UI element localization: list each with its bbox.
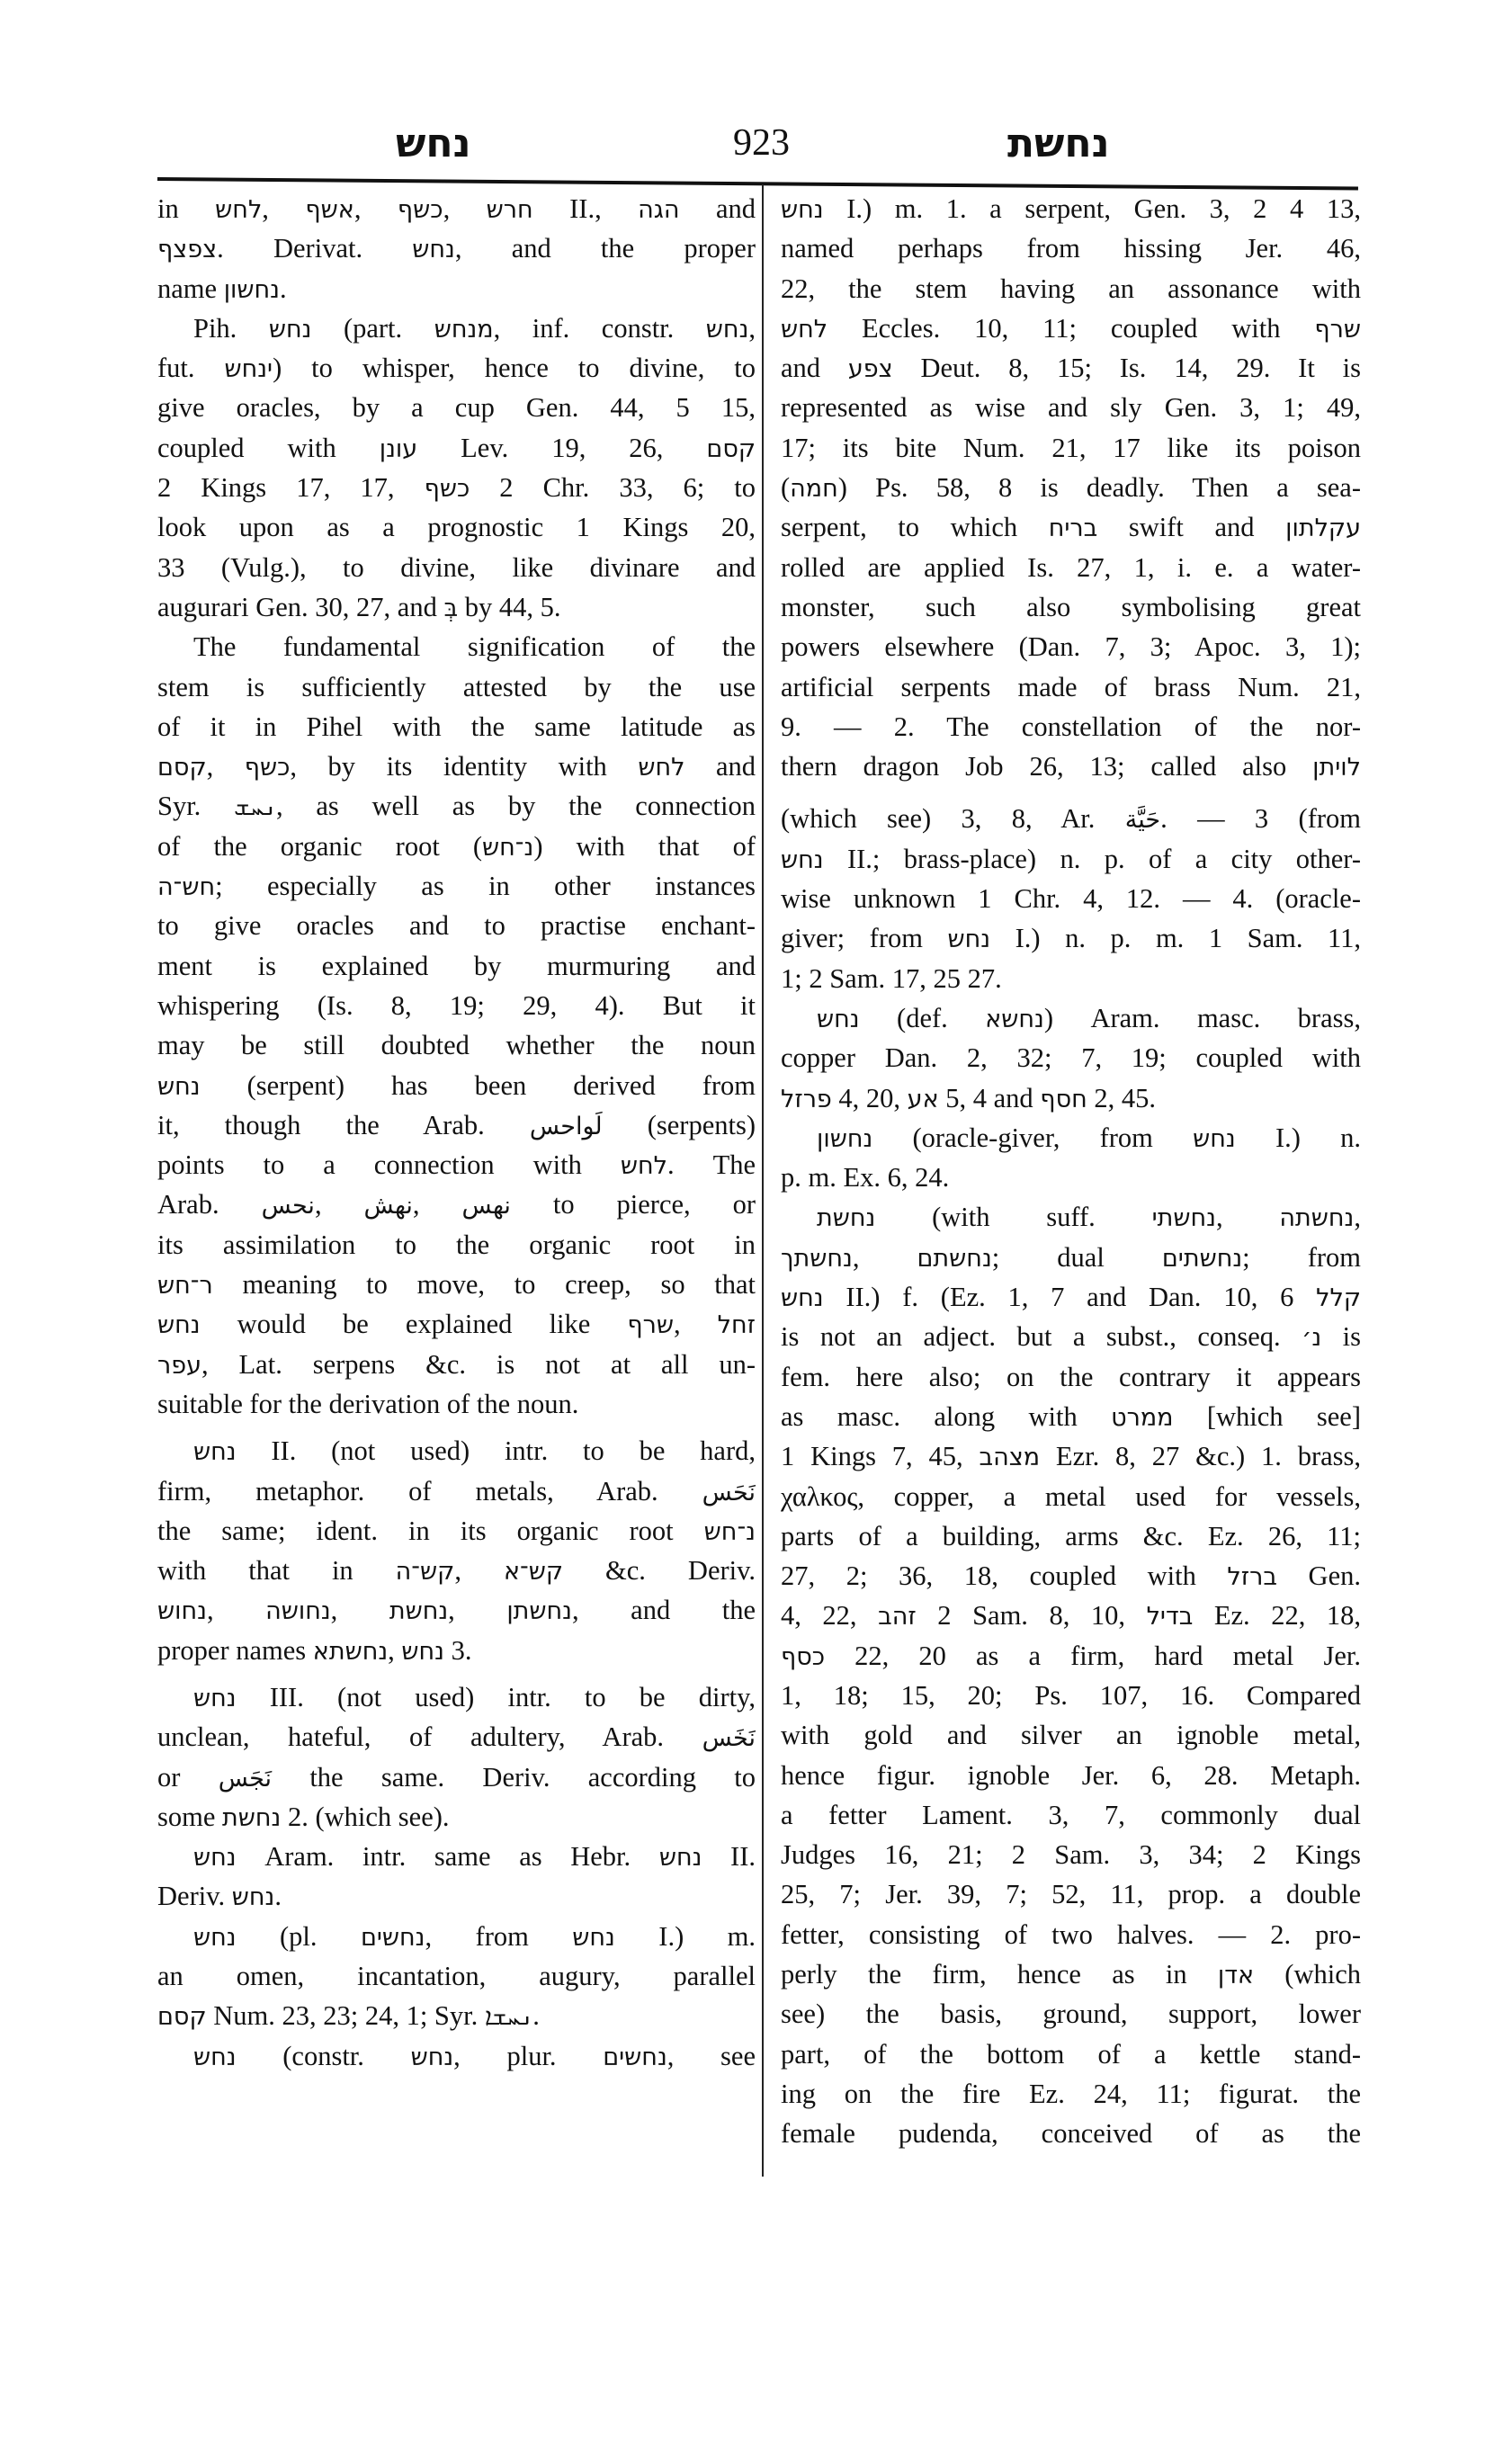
column-divider xyxy=(762,184,764,2177)
text-line: an omen, incantation, augury, parallel xyxy=(157,1961,756,1992)
text-line: named perhaps from hissing Jer. 46, xyxy=(781,233,1361,264)
hebrew-word: הגה xyxy=(638,196,680,224)
left-column xyxy=(157,189,756,2076)
hebrew-word: כשף xyxy=(424,475,470,504)
hebrew-word: נחש xyxy=(268,315,312,344)
text-line: צפצף. Derivat. נחש, and the proper xyxy=(157,233,756,264)
text-line: thern dragon Job 26, 13; called also לויתן xyxy=(781,751,1361,782)
hebrew-word: זהב xyxy=(878,1603,917,1632)
page-number: 923 xyxy=(733,122,790,164)
text-line: in לחש, אשף, כשף, חרש II., הגה and xyxy=(157,193,756,224)
text-line: suitable for the derivation of the noun. xyxy=(157,1388,579,1419)
hebrew-word: نهس xyxy=(461,1192,511,1221)
hebrew-word: נחשתי xyxy=(1151,1204,1216,1233)
hebrew-word: נחשתים xyxy=(1161,1244,1243,1273)
hebrew-word: נחשתן xyxy=(506,1597,572,1626)
text-line: serpent, to which בריח swift and עקלתון xyxy=(781,512,1361,543)
hebrew-word: נחש xyxy=(401,1637,444,1666)
entry-line: נחש (pl. נחשים, from נחש I.) m. xyxy=(193,1920,756,1952)
hebrew-word: נחש xyxy=(781,1284,824,1313)
hebrew-word: צפע xyxy=(847,355,893,384)
text-line: rolled are applied Is. 27, 1, i. e. a water- xyxy=(781,551,1361,583)
text-line: of it in Pihel with the same latitude as xyxy=(157,711,756,742)
hebrew-word: אשף xyxy=(305,196,354,224)
hebrew-word: שרף xyxy=(627,1311,674,1340)
text-line: קסם, כשף, by its identity with לחש and xyxy=(157,751,756,782)
hebrew-word: לחש xyxy=(620,1152,667,1181)
text-line: monster, such also symbolising great xyxy=(781,591,1361,622)
text-line: the same; ident. in its organic root נ־חש xyxy=(157,1515,756,1546)
text-line: fem. here also; on the contrary it appears xyxy=(781,1361,1361,1392)
hebrew-word: חרש xyxy=(486,196,533,224)
hebrew-word: נחש xyxy=(193,1684,237,1712)
hebrew-word: נחש xyxy=(157,1072,201,1101)
text-line: its assimilation to the organic root in xyxy=(157,1229,756,1260)
text-line: χαλκος, copper, a metal used for vessels, xyxy=(781,1480,1361,1512)
text-line: (חמה) Ps. 58, 8 is deadly. Then a sea- xyxy=(781,472,1361,504)
hebrew-word: נחשא xyxy=(985,1005,1044,1033)
hebrew-word: חסף xyxy=(1040,1085,1087,1113)
hebrew-word: נחש xyxy=(658,1844,702,1873)
hebrew-word: نحس xyxy=(261,1192,315,1221)
hebrew-word: ברזל xyxy=(1227,1563,1277,1592)
entry-line: נחש II. (not used) intr. to be hard, xyxy=(193,1435,756,1467)
text-line: Arab. نحس, نهش, نهس to pierce, or xyxy=(157,1189,756,1221)
text-line: ment is explained by murmuring and xyxy=(157,950,756,981)
hebrew-word: לויתן xyxy=(1312,754,1361,782)
hebrew-word: נחשתך xyxy=(781,1244,853,1273)
text-line: look upon as a prognostic 1 Kings 20, xyxy=(157,512,756,543)
text-line: to give oracles and to practise enchant- xyxy=(157,910,756,942)
hebrew-word: כסף xyxy=(781,1642,826,1671)
text-line: fetter, consisting of two halves. — 2. pro- xyxy=(781,1918,1361,1950)
hebrew-word: עפר xyxy=(157,1351,202,1380)
hebrew-word: נחשתא xyxy=(312,1637,389,1666)
entry-line: Pih. נחש (part. מנחש, inf. constr. נחש, xyxy=(193,312,756,344)
text-line: and צפע Deut. 8, 15; Is. 14, 29. It is xyxy=(781,353,1361,384)
text-line: parts of a building, arms &c. Ez. 26, 11; xyxy=(781,1520,1361,1551)
hebrew-word: נחש xyxy=(1193,1124,1236,1153)
text-line: קסם Num. 23, 23; 24, 1; Syr. ܢܚܫܐ. xyxy=(157,2000,540,2032)
text-line: נחש would be explained like שרף, זחל xyxy=(157,1309,756,1340)
text-line: firm, metaphor. of metals, Arab. نَحَس xyxy=(157,1475,756,1507)
text-line: as masc. along with ממרט [which see] xyxy=(781,1400,1361,1432)
hebrew-word: ܢܚܫܐ xyxy=(484,2003,533,2032)
hebrew-word: נחש xyxy=(947,925,991,954)
hebrew-word: נחש xyxy=(157,1311,201,1340)
hebrew-word: נחש xyxy=(781,845,824,874)
text-line: נחש (serpent) has been derived from xyxy=(157,1069,756,1101)
hebrew-word: נחשים xyxy=(360,1923,425,1952)
running-head-left: נחש xyxy=(396,121,471,166)
text-line: represented as wise and sly Gen. 3, 1; 49, xyxy=(781,392,1361,424)
text-line: powers elsewhere (Dan. 7, 3; Apoc. 3, 1); xyxy=(781,631,1361,663)
hebrew-word: קסם xyxy=(157,2003,207,2032)
text-line: חש־ה; especially as in other instances xyxy=(157,871,756,902)
text-line: fut. ינחש) to whisper, hence to divine, to xyxy=(157,353,756,384)
hebrew-word: نَجَس xyxy=(218,1764,273,1793)
text-line: a fetter Lament. 3, 7, commonly dual xyxy=(781,1799,1361,1830)
hebrew-word: حَيَّة xyxy=(1124,806,1161,835)
text-line: coupled with עונן Lev. 19, 26, קסם xyxy=(157,432,756,463)
entry-line: נחש (constr. נחש, plur. נחשים, see xyxy=(193,2040,756,2071)
text-line: augurari Gen. 30, 27, and בְּ by 44, 5. xyxy=(157,591,561,622)
text-line: points to a connection with לחש. The xyxy=(157,1149,756,1181)
text-line: 4, 22, זהב 2 Sam. 8, 10, בדיל Ez. 22, 18, xyxy=(781,1600,1361,1632)
hebrew-word: ינחש xyxy=(224,355,273,384)
text-line: נחש II.) f. (Ez. 1, 7 and Dan. 10, 6 קלל xyxy=(781,1282,1361,1313)
text-line: copper Dan. 2, 32; 7, 19; coupled with xyxy=(781,1042,1361,1074)
hebrew-word: لَواحس xyxy=(529,1112,603,1140)
text-line: whispering (Is. 8, 19; 29, 4). But it xyxy=(157,989,756,1021)
hebrew-word: בריח xyxy=(1048,514,1098,543)
text-line: עפר, Lat. serpens &c. is not at all un- xyxy=(157,1348,756,1380)
hebrew-word: קסם xyxy=(157,754,207,782)
text-line: proper names נחשתא, נחש 3. xyxy=(157,1634,472,1666)
text-line: see) the basis, ground, support, lower xyxy=(781,1998,1361,2030)
text-line: or نَجَس the same. Deriv. according to xyxy=(157,1761,756,1793)
hebrew-word: נחש xyxy=(231,1883,275,1912)
text-line: some נחשת 2. (which see). xyxy=(157,1801,450,1832)
text-line: hence figur. ignoble Jer. 6, 28. Metaph. xyxy=(781,1759,1361,1791)
hebrew-word: לחש xyxy=(215,196,263,224)
text-line: part, of the bottom of a kettle stand- xyxy=(781,2038,1361,2070)
text-line: 1, 18; 15, 20; Ps. 107, 16. Compared xyxy=(781,1679,1361,1711)
hebrew-word: נחשת xyxy=(222,1803,282,1832)
text-line: נחש II.; brass-place) n. p. of a city other- xyxy=(781,843,1361,874)
hebrew-word: אדן xyxy=(1217,1962,1255,1990)
text-line: 27, 2; 36, 18, coupled with ברזל Gen. xyxy=(781,1560,1361,1592)
hebrew-word: בדיל xyxy=(1146,1603,1194,1632)
hebrew-word: נחש xyxy=(817,1005,860,1033)
hebrew-word: ܢܚܫ xyxy=(234,793,276,822)
right-column xyxy=(781,189,1361,2154)
hebrew-word: נחש xyxy=(412,236,455,264)
hebrew-word: نهش xyxy=(363,1192,413,1221)
text-line: 2 Kings 17, 17, כשף 2 Chr. 33, 6; to xyxy=(157,472,756,504)
text-line: 1 Kings 7, 45, מצהב Ezr. 8, 27 &c.) 1. brass, xyxy=(781,1441,1361,1472)
text-line: פרזל 4, 20, אע 5, 4 and חסף 2, 45. xyxy=(781,1082,1156,1113)
hebrew-word: נחש xyxy=(193,1923,237,1952)
hebrew-word: עונן xyxy=(379,434,418,463)
text-line: 1; 2 Sam. 17, 25 27. xyxy=(781,962,1002,994)
hebrew-word: לחש xyxy=(781,315,828,344)
hebrew-word: קסם xyxy=(706,434,756,463)
hebrew-word: נחש xyxy=(572,1923,615,1952)
entry-line: The fundamental signification of the xyxy=(193,631,756,663)
text-line: perly the firm, hence as in אדן (which xyxy=(781,1959,1361,1990)
hebrew-word: נחשת xyxy=(389,1597,449,1626)
hebrew-word: נחשון xyxy=(817,1124,873,1153)
text-line: נחוש, נחושה, נחשת, נחשתן, and the xyxy=(157,1595,756,1626)
hebrew-word: נחשתה xyxy=(1279,1204,1355,1233)
text-line: Deriv. נחש. xyxy=(157,1881,282,1912)
hebrew-word: ממרט xyxy=(1111,1403,1174,1432)
text-line: wise unknown 1 Chr. 4, 12. — 4. (oracle- xyxy=(781,883,1361,915)
text-line: ing on the fire Ez. 24, 11; figurat. the xyxy=(781,2078,1361,2109)
hebrew-word: נחשתם xyxy=(917,1244,992,1273)
text-line: 9. — 2. The constellation of the nor- xyxy=(781,711,1361,742)
hebrew-word: מנחש xyxy=(434,315,494,344)
hebrew-word: זחל xyxy=(717,1311,756,1340)
hebrew-word: בְּ xyxy=(443,594,459,622)
hebrew-word: נחש xyxy=(193,2043,237,2071)
hebrew-word: נחש xyxy=(193,1438,237,1467)
hebrew-word: כשף xyxy=(397,196,443,224)
hebrew-word: צפצף xyxy=(157,236,218,264)
text-line: Judges 16, 21; 2 Sam. 3, 34; 2 Kings xyxy=(781,1839,1361,1871)
hebrew-word: אע xyxy=(907,1085,939,1113)
running-head-right: נחשת xyxy=(1007,121,1110,166)
text-line: כסף 22, 20 as a firm, hard metal Jer. xyxy=(781,1640,1361,1671)
hebrew-word: נחשון xyxy=(223,275,280,304)
hebrew-word: נחש xyxy=(193,1844,237,1873)
text-line: it, though the Arab. لَواحس (serpents) xyxy=(157,1109,756,1140)
entry-line: נחשון (oracle-giver, from נחש I.) n. xyxy=(817,1122,1361,1153)
text-line: 25, 7; Jer. 39, 7; 52, 11, prop. a double xyxy=(781,1879,1361,1910)
text-line: stem is sufficiently attested by the use xyxy=(157,671,756,702)
hebrew-word: נחש xyxy=(410,2043,454,2071)
hebrew-word: קש־ה xyxy=(395,1558,455,1587)
hebrew-word: נ־חש xyxy=(703,1517,756,1546)
hebrew-word: מצהב xyxy=(979,1444,1041,1472)
text-line: 17; its bite Num. 21, 17 like its poison xyxy=(781,432,1361,463)
hebrew-word: נחושה xyxy=(265,1597,331,1626)
hebrew-word: קלל xyxy=(1316,1284,1361,1313)
text-line: נחש I.) m. 1. a serpent, Gen. 3, 2 4 13, xyxy=(781,193,1361,224)
text-line: name נחשון. xyxy=(157,273,287,304)
text-line: נחשתך, נחשתם; dual נחשתים; from xyxy=(781,1241,1361,1273)
text-line: of the organic root (נ־חש) with that of xyxy=(157,830,756,862)
hebrew-word: נחוש xyxy=(157,1597,207,1626)
hebrew-word: נחשת xyxy=(817,1204,876,1233)
text-line: (which see) 3, 8, Ar. حَيَّة. — 3 (from xyxy=(781,803,1361,835)
text-line: 22, the stem having an assonance with xyxy=(781,273,1361,304)
text-line: give oracles, by a cup Gen. 44, 5 15, xyxy=(157,392,756,424)
hebrew-word: נחש xyxy=(705,315,749,344)
hebrew-word: נחשים xyxy=(603,2043,667,2071)
hebrew-word: חמה xyxy=(790,475,838,504)
text-line: with that in קש־ה, קש־א &c. Deriv. xyxy=(157,1555,756,1587)
hebrew-word: לחש xyxy=(638,754,685,782)
text-line: Syr. ܢܚܫ, as well as by the connection xyxy=(157,791,756,822)
hebrew-word: חש־ה xyxy=(157,873,216,902)
hebrew-word: עקלתון xyxy=(1285,514,1361,543)
entry-line: נחש Aram. intr. same as Hebr. נחש II. xyxy=(193,1841,756,1873)
text-line: is not an adject. but a subst., conseq. נ׳ is xyxy=(781,1321,1361,1353)
hebrew-word: פרזל xyxy=(781,1085,832,1113)
text-line: 33 (Vulg.), to divine, like divinare and xyxy=(157,551,756,583)
hebrew-word: נ־חש xyxy=(482,833,534,862)
text-line: female pudenda, conceived of as the xyxy=(781,2118,1361,2150)
text-line: unclean, hateful, of adultery, Arab. نَخَس xyxy=(157,1721,756,1753)
hebrew-word: נחש xyxy=(781,196,824,224)
entry-line: נחשת (with suff. נחשתי, נחשתה, xyxy=(817,1202,1361,1233)
hebrew-word: نَخَس xyxy=(702,1724,756,1753)
entry-line: נחש III. (not used) intr. to be dirty, xyxy=(193,1681,756,1712)
text-line: giver; from נחש I.) n. p. m. 1 Sam. 11, xyxy=(781,923,1361,954)
hebrew-word: קש־א xyxy=(503,1558,564,1587)
hebrew-word: נ׳ xyxy=(1302,1324,1322,1353)
text-line: לחש Eccles. 10, 11; coupled with שרף xyxy=(781,312,1361,344)
hebrew-word: שרף xyxy=(1314,315,1361,344)
hebrew-word: ר־חש xyxy=(157,1272,213,1301)
text-line: may be still doubted whether the noun xyxy=(157,1030,756,1061)
entry-line: נחש (def. נחשא) Aram. masc. brass, xyxy=(817,1002,1361,1033)
text-line: ר־חש meaning to move, to creep, so that xyxy=(157,1269,756,1301)
hebrew-word: כשף xyxy=(244,754,291,782)
text-line: p. m. Ex. 6, 24. xyxy=(781,1162,950,1194)
text-line: artificial serpents made of brass Num. 21, xyxy=(781,671,1361,702)
hebrew-word: نَحَس xyxy=(702,1478,756,1507)
text-line: with gold and silver an ignoble metal, xyxy=(781,1720,1361,1751)
